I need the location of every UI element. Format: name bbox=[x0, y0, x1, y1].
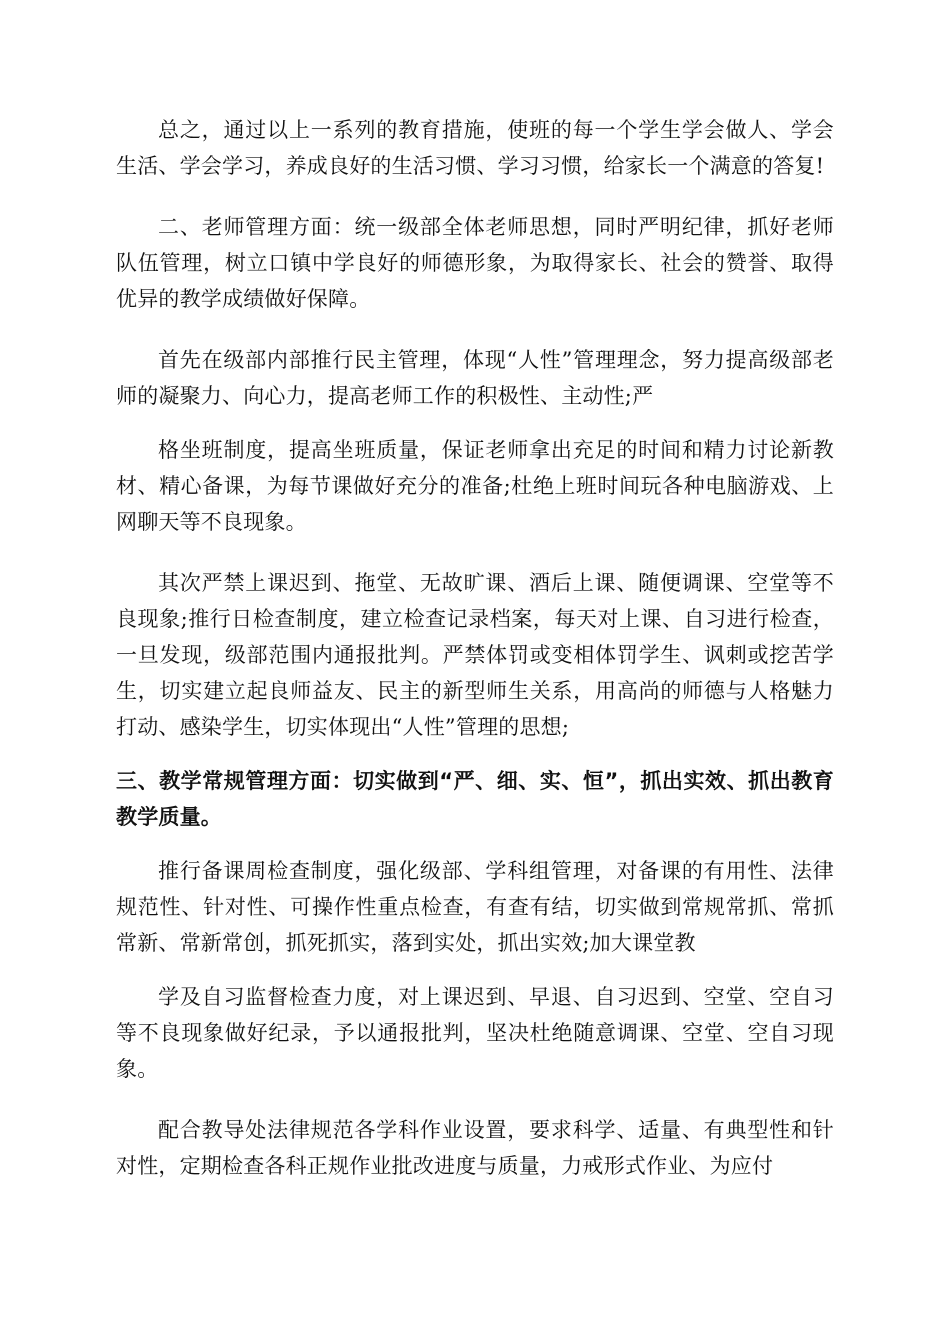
section-heading-teaching-routine: 三、教学常规管理方面：切实做到“严、细、实、恒”，抓出实效、抓出教育教学质量。 bbox=[116, 769, 834, 829]
paragraph-summary: 总之，通过以上一系列的教育措施，使班的每一个学生学会做人、学会生活、学会学习，养成良好的生活习惯、学习习惯，给家长一个满意的答复! bbox=[116, 118, 834, 178]
paragraph-classroom-supervision: 学及自习监督检查力度，对上课迟到、早退、自习迟到、空堂、空自习等不良现象做好纪录，予以通报批判，坚决杜绝随意调课、空堂、空自习现象。 bbox=[116, 985, 834, 1081]
paragraph-lesson-prep-check: 推行备课周检查制度，强化级部、学科组管理，对备课的有用性、法律规范性、针对性、可操作性重点检查，有查有结，切实做到常规常抓、常抓常新、常新常创，抓死抓实，落到实处，抓出实效;加大课堂教 bbox=[116, 859, 834, 955]
paragraph-office-hours: 格坐班制度，提高坐班质量，保证老师拿出充足的时间和精力讨论新教材、精心备课，为每节课做好充分的准备;杜绝上班时间玩各种电脑游戏、上网聊天等不良现象。 bbox=[116, 438, 834, 534]
paragraph-homework-standards: 配合教导处法律规范各学科作业设置，要求科学、适量、有典型性和针对性，定期检查各科正规作业批改进度与质量，力戒形式作业、为应付 bbox=[116, 1118, 834, 1178]
paragraph-democratic-management: 首先在级部内部推行民主管理，体现“人性”管理理念，努力提高级部老师的凝聚力、向心力，提高老师工作的积极性、主动性;严 bbox=[116, 348, 834, 408]
paragraph-teacher-management: 二、老师管理方面：统一级部全体老师思想，同时严明纪律，抓好老师队伍管理，树立口镇中学良好的师德形象，为取得家长、社会的赞誉、取得优异的教学成绩做好保障。 bbox=[116, 215, 834, 311]
document-body bbox=[116, 112, 834, 1209]
paragraph-discipline-rules: 其次严禁上课迟到、拖堂、无故旷课、酒后上课、随便调课、空堂等不良现象;推行日检查制度，建立检查记录档案，每天对上课、自习进行检查，一旦发现，级部范围内通报批判。严禁体罚或变相体罚学生、讽刺或挖苦学生，切实建立起良师益友、民主的新型师生关系，用高尚的师德与人格魅力打动、感染学生，切实体现出“人性”管理的思想; bbox=[116, 571, 834, 739]
